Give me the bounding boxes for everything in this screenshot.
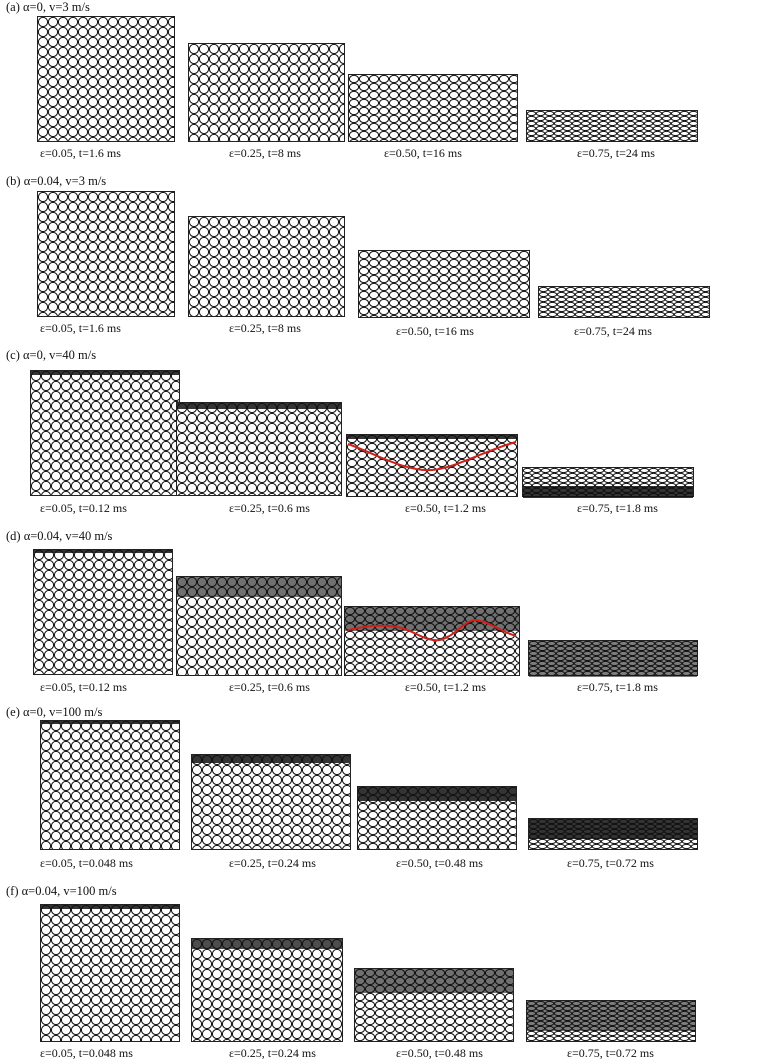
- panel-a-2: [188, 43, 345, 142]
- caption-a-2: ε=0.25, t=8 ms: [229, 146, 301, 160]
- row-a-label: (a) α=0, v=3 m/s: [6, 0, 90, 14]
- deformation-band-curve-c: [346, 434, 518, 497]
- panel-e-4: [528, 818, 698, 850]
- caption-b-4: ε=0.75, t=24 ms: [574, 324, 652, 338]
- caption-e-1: ε=0.05, t=0.048 ms: [40, 856, 133, 870]
- caption-d-1: ε=0.05, t=0.12 ms: [40, 680, 127, 694]
- caption-d-3: ε=0.50, t=1.2 ms: [405, 680, 486, 694]
- caption-a-3: ε=0.50, t=16 ms: [384, 146, 462, 160]
- panel-f-2: [191, 938, 343, 1042]
- caption-c-1: ε=0.05, t=0.12 ms: [40, 501, 127, 515]
- panel-b-1: [37, 191, 175, 317]
- caption-f-1: ε=0.05, t=0.048 ms: [40, 1046, 133, 1060]
- panel-e-2: [191, 754, 351, 850]
- panel-a-4: [526, 110, 698, 142]
- caption-a-4: ε=0.75, t=24 ms: [577, 146, 655, 160]
- caption-b-1: ε=0.05, t=1.6 ms: [40, 321, 121, 335]
- caption-a-1: ε=0.05, t=1.6 ms: [40, 146, 121, 160]
- panel-b-4: [538, 286, 710, 318]
- caption-f-3: ε=0.50, t=0.48 ms: [396, 1046, 483, 1060]
- caption-d-4: ε=0.75, t=1.8 ms: [577, 680, 658, 694]
- caption-e-3: ε=0.50, t=0.48 ms: [396, 856, 483, 870]
- caption-c-4: ε=0.75, t=1.8 ms: [577, 501, 658, 515]
- deformation-band-curve-d: [344, 606, 520, 676]
- row-b-label: (b) α=0.04, v=3 m/s: [6, 174, 107, 188]
- caption-c-3: ε=0.50, t=1.2 ms: [405, 501, 486, 515]
- caption-b-2: ε=0.25, t=8 ms: [229, 321, 301, 335]
- panel-a-1: [37, 16, 175, 142]
- panel-b-2: [188, 216, 345, 317]
- panel-b-3: [358, 250, 530, 318]
- caption-e-4: ε=0.75, t=0.72 ms: [567, 856, 654, 870]
- panel-f-4: [526, 1000, 696, 1042]
- caption-f-4: ε=0.75, t=0.72 ms: [567, 1046, 654, 1060]
- panel-f-3: [354, 968, 514, 1042]
- caption-d-2: ε=0.25, t=0.6 ms: [229, 680, 310, 694]
- panel-c-1: [30, 370, 180, 496]
- row-d-label: (d) α=0.04, v=40 m/s: [6, 529, 113, 543]
- panel-d-2: [176, 576, 342, 676]
- panel-a-3: [348, 74, 518, 142]
- caption-f-2: ε=0.25, t=0.24 ms: [229, 1046, 316, 1060]
- panel-e-1: [40, 720, 180, 850]
- row-f-label: (f) α=0.04, v=100 m/s: [6, 884, 117, 898]
- panel-d-1: [33, 549, 173, 675]
- caption-c-2: ε=0.25, t=0.6 ms: [229, 501, 310, 515]
- panel-c-2: [176, 402, 342, 496]
- panel-f-1: [40, 904, 180, 1042]
- row-c-label: (c) α=0, v=40 m/s: [6, 348, 97, 362]
- caption-e-2: ε=0.25, t=0.24 ms: [229, 856, 316, 870]
- panel-e-3: [357, 786, 517, 850]
- caption-b-3: ε=0.50, t=16 ms: [396, 324, 474, 338]
- panel-d-4: [528, 640, 698, 676]
- panel-c-4: [522, 467, 694, 497]
- row-e-label: (e) α=0, v=100 m/s: [6, 705, 103, 719]
